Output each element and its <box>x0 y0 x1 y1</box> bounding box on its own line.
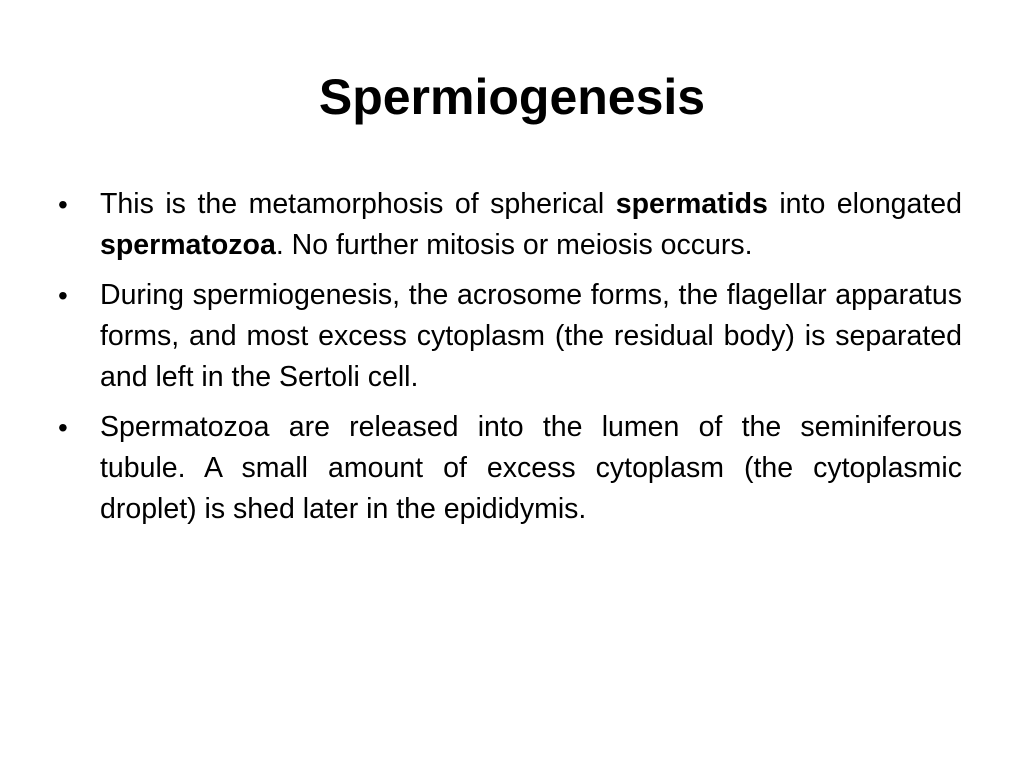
bullet-item-3 <box>58 407 962 530</box>
slide-title: Spermiogenesis <box>318 69 706 125</box>
bullet-point-icon: • <box>58 189 68 220</box>
bullet-item-1 <box>58 184 962 266</box>
bullet-text <box>100 279 962 393</box>
text-run: This is the metamorphosis of spherical <box>100 188 616 220</box>
bullet-text <box>100 411 962 525</box>
bullet-list <box>58 184 962 539</box>
bullet-point-icon: • <box>58 280 68 311</box>
bold-term-spermatids: spermatids <box>615 188 768 220</box>
text-run: Spermatozoa are released into the lumen of the seminiferous tubule. A small amount of excess cytoplasm (the cytoplasmic droplet) is shed later in the epididymis. <box>100 411 962 525</box>
bold-term-spermatozoa: spermatozoa <box>100 229 276 261</box>
bullet-item-2 <box>58 275 962 398</box>
text-run: . No further mitosis or meiosis occurs. <box>275 229 753 261</box>
text-run: During spermiogenesis, the acrosome forms, the flagellar apparatus forms, and most excess cytoplasm (the residual body) is separated and left in the Sertoli cell. <box>100 279 962 393</box>
text-run: into elongated <box>767 188 963 220</box>
bullet-text <box>100 188 962 261</box>
bullet-point-icon: • <box>58 412 68 443</box>
